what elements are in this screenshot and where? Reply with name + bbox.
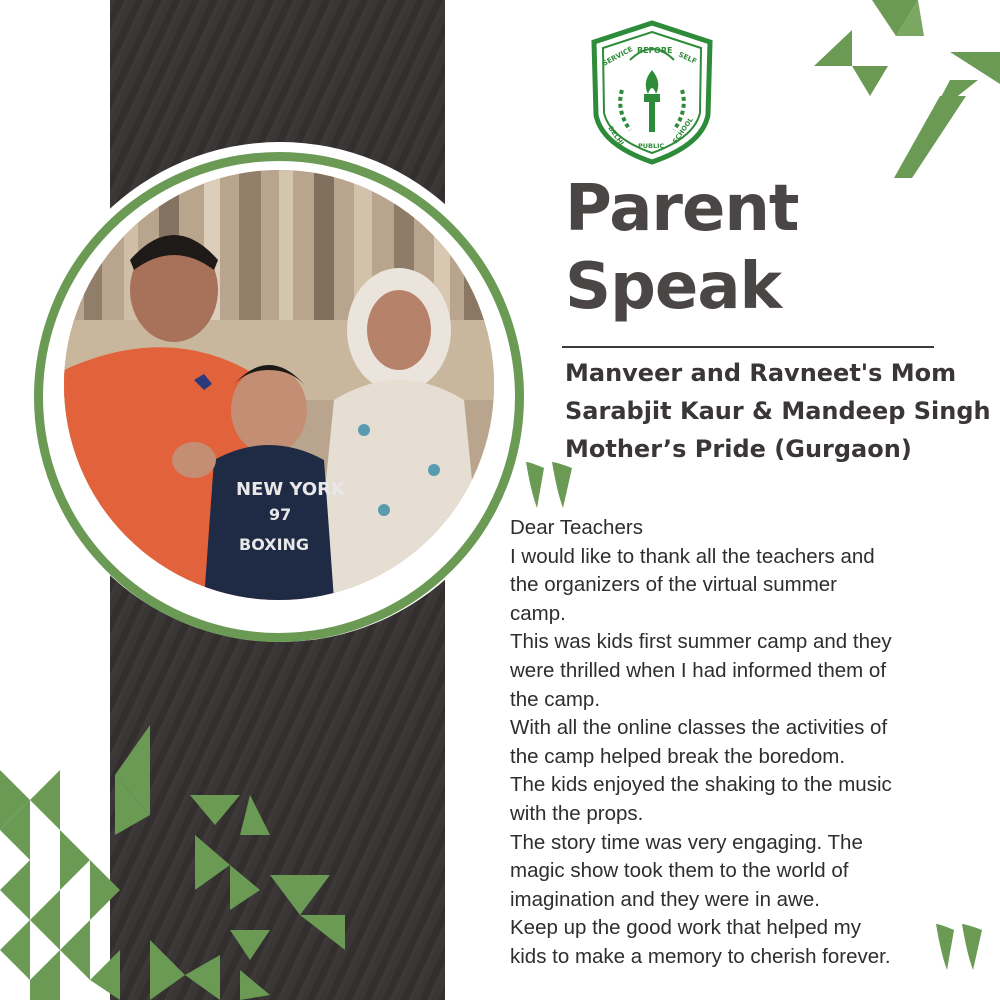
shirt-text: NEW YORK	[236, 479, 345, 500]
message-line: Dear Teachers	[510, 516, 643, 539]
logo-bottom-left-text: DELHI	[606, 124, 626, 148]
message-line: the organizers of the virtual summer	[510, 573, 837, 597]
message-line: camp.	[510, 601, 566, 625]
shirt-number: 97	[269, 505, 292, 524]
byline-line: Sarabjit Kaur & Mandeep Singh	[565, 397, 991, 425]
top-right-triangles	[800, 0, 1000, 190]
family-photo-illustration	[64, 170, 494, 600]
byline-line: Mother’s Pride (Gurgaon)	[565, 435, 912, 463]
message-line: Keep up the good work that helped my	[510, 916, 862, 940]
title-line-2: Speak	[565, 250, 782, 324]
message-line: were thrilled when I had informed them of	[510, 658, 887, 682]
message-line: The story time was very engaging. The	[510, 830, 863, 854]
message-line: With all the online classes the activities of	[510, 716, 888, 740]
page-title	[565, 170, 799, 326]
title-line-1: Parent	[565, 172, 799, 246]
message-line: imagination and they were in awe.	[510, 887, 820, 911]
shirt-word: BOXING	[239, 535, 310, 554]
message-line: This was kids first summer camp and they	[510, 630, 892, 654]
logo-bottom-right-text: SCHOOL	[671, 115, 695, 146]
school-logo	[590, 20, 715, 165]
message-line: The kids enjoyed the shaking to the music	[510, 773, 892, 797]
logo-bottom-mid-text: PUBLIC	[638, 142, 665, 150]
message-line: magic show took them to the world of	[510, 859, 849, 883]
message-line: with the props.	[510, 801, 644, 825]
open-quote-icon	[522, 462, 576, 510]
testimonial-message	[510, 514, 980, 972]
title-divider	[562, 346, 934, 348]
logo-top-text: BEFORE	[637, 46, 673, 55]
message-line: I would like to thank all the teachers and	[510, 544, 875, 568]
logo-left-text: SERVICE	[601, 45, 635, 68]
message-line: the camp.	[510, 687, 601, 711]
byline-line: Manveer and Ravneet's Mom	[565, 359, 957, 387]
bottom-left-triangles	[0, 715, 360, 1000]
logo-right-text: SELF	[677, 50, 698, 66]
parent-byline	[565, 354, 995, 468]
message-line: the camp helped break the boredom.	[510, 744, 846, 768]
family-photo	[64, 170, 494, 600]
message-line: kids to make a memory to cherish forever.	[510, 944, 891, 968]
